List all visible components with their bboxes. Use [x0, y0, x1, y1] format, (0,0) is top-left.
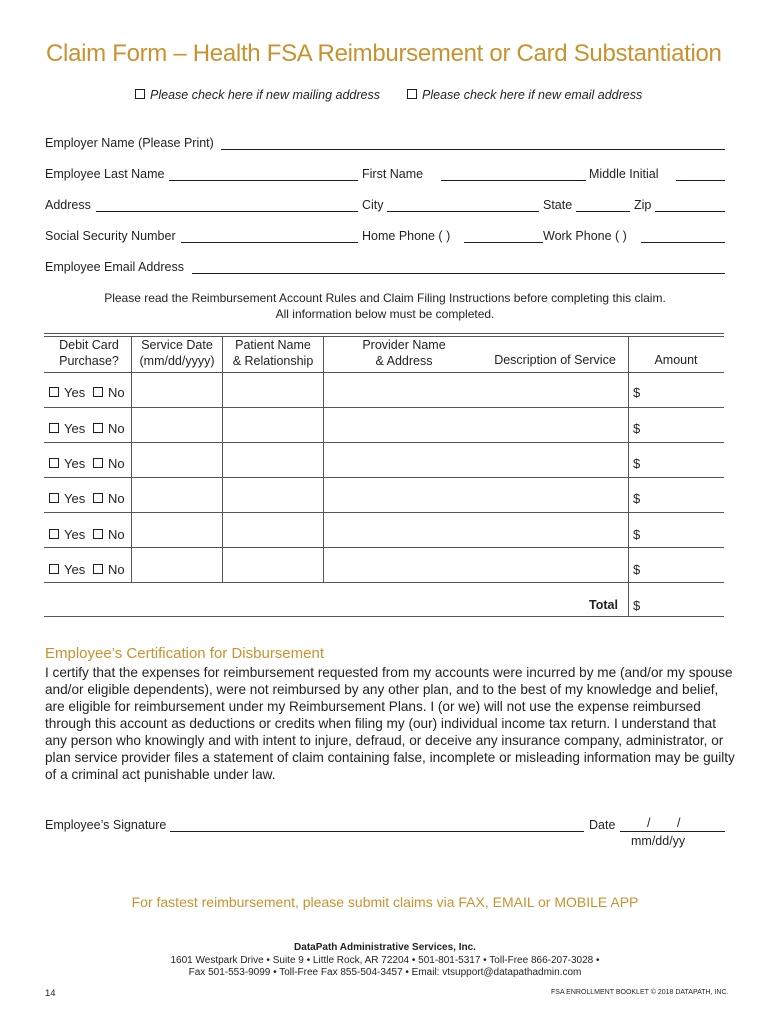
- zip-field[interactable]: [655, 211, 725, 212]
- row-rule-5: [44, 547, 724, 548]
- yes-checkbox[interactable]: [49, 387, 59, 397]
- yes-label: Yes: [64, 456, 86, 471]
- signature-label: Employee’s Signature: [45, 818, 167, 832]
- header-service-date: [131, 338, 223, 369]
- date-field[interactable]: [620, 831, 725, 832]
- no-label: No: [108, 385, 125, 400]
- row-2-no-option[interactable]: [93, 421, 125, 436]
- yes-checkbox[interactable]: [49, 423, 59, 433]
- row-4-amount-dollar: $: [633, 491, 641, 506]
- first-name-label: First Name: [362, 167, 424, 181]
- no-checkbox[interactable]: [93, 387, 103, 397]
- home-phone-field[interactable]: [464, 242, 543, 243]
- instructions-line-1: Please read the Reimbursement Account Rules and Claim Filing Instructions before completing this claim.: [104, 291, 666, 305]
- row-5-amount-dollar: $: [633, 527, 641, 542]
- yes-label: Yes: [64, 421, 86, 436]
- header-debit-card-line1: Debit Card: [59, 338, 119, 352]
- row-rule-4: [44, 512, 724, 513]
- address-field[interactable]: [96, 211, 358, 212]
- state-label: State: [543, 198, 573, 212]
- footer-company: DataPath Administrative Services, Inc.: [294, 942, 476, 953]
- row-rule-2: [44, 442, 724, 443]
- row-3-no-option[interactable]: [93, 456, 125, 471]
- page-number: 14: [45, 988, 56, 999]
- yes-checkbox[interactable]: [49, 564, 59, 574]
- header-debit-card-line2: Purchase?: [59, 353, 119, 368]
- col-divider-4: [628, 336, 629, 616]
- date-format: mm/dd/yy: [631, 834, 686, 848]
- city-field[interactable]: [387, 211, 539, 212]
- no-checkbox[interactable]: [93, 493, 103, 503]
- row-3-amount-dollar: $: [633, 456, 641, 471]
- home-phone-label: Home Phone ( ): [362, 229, 451, 243]
- new-email-checkbox[interactable]: [407, 89, 417, 99]
- total-dollar: $: [633, 598, 641, 613]
- col-divider-2: [222, 336, 223, 582]
- form-title: Claim Form – Health FSA Reimbursement or Card Substantiation: [46, 40, 722, 67]
- yes-checkbox[interactable]: [49, 493, 59, 503]
- row-6-amount-dollar: $: [633, 562, 641, 577]
- yes-label: Yes: [64, 385, 86, 400]
- table-bottom-rule: [44, 616, 724, 617]
- row-rule-1: [44, 407, 724, 408]
- row-2-amount-dollar: $: [633, 421, 641, 436]
- signature-field[interactable]: [170, 831, 584, 832]
- employer-name-field[interactable]: [221, 149, 725, 150]
- table-top-rule: [44, 333, 724, 334]
- yes-checkbox[interactable]: [49, 529, 59, 539]
- header-provider: [333, 338, 475, 369]
- new-email-label: Please check here if new email address: [422, 88, 643, 102]
- no-label: No: [108, 491, 125, 506]
- employee-last-name-label: Employee Last Name: [45, 167, 165, 181]
- table-top-rule-2: [44, 336, 724, 337]
- instructions-line-2: All information below must be completed.: [275, 306, 495, 321]
- middle-initial-field[interactable]: [676, 180, 725, 181]
- header-provider-line1: Provider Name: [362, 338, 446, 352]
- ssn-field[interactable]: [181, 242, 358, 243]
- table-header-rule: [44, 372, 724, 373]
- first-name-field[interactable]: [441, 180, 586, 181]
- row-3-yes-option[interactable]: [49, 456, 85, 471]
- certification-text: I certify that the expenses for reimbursement requested from my accounts were incurred by me (and/or my spouse and/or eligible dependents), were not reimbursed by any other plan, and to the best of my knowledge and belief, are eligible for reimbursement under my Reimbursement Plans. I (or we) will not use the expense reimbursed through this account as deductions or credits when filing my (our) individual income tax return. I understand that any person who knowingly and with intent to injure, defraud, or deceive any insurance company, administrator, or plan service provider files a statement of claim containing false, incomplete or misleading information may be guilty of a criminal act punishable under law.: [45, 665, 735, 782]
- row-4-no-option[interactable]: [93, 491, 125, 506]
- row-rule-3: [44, 477, 724, 478]
- new-mailing-label: Please check here if new mailing address: [150, 88, 380, 102]
- no-label: No: [108, 456, 125, 471]
- no-label: No: [108, 562, 125, 577]
- yes-checkbox[interactable]: [49, 458, 59, 468]
- row-6-no-option[interactable]: [93, 562, 125, 577]
- row-5-yes-option[interactable]: [49, 527, 85, 542]
- header-provider-line2: & Address: [375, 353, 433, 368]
- ssn-label: Social Security Number: [45, 229, 176, 243]
- booklet-footer: FSA ENROLLMENT BOOKLET © 2018 DATAPATH, INC.: [551, 989, 729, 996]
- header-description: Description of Service: [494, 353, 616, 367]
- total-label: Total: [589, 598, 618, 612]
- date-separator-2: /: [677, 816, 681, 830]
- employer-name-label: Employer Name (Please Print): [45, 136, 214, 150]
- row-2-yes-option[interactable]: [49, 421, 85, 436]
- new-email-checkbox-group[interactable]: [407, 88, 642, 102]
- no-label: No: [108, 421, 125, 436]
- header-amount: Amount: [654, 353, 698, 367]
- row-5-no-option[interactable]: [93, 527, 125, 542]
- email-label: Employee Email Address: [45, 260, 184, 274]
- no-label: No: [108, 527, 125, 542]
- email-field[interactable]: [192, 273, 725, 274]
- col-divider-1: [131, 336, 132, 582]
- zip-label: Zip: [634, 198, 652, 212]
- yes-label: Yes: [64, 491, 86, 506]
- state-field[interactable]: [576, 211, 630, 212]
- header-service-date-line2: (mm/dd/yyyy): [139, 353, 215, 368]
- city-label: City: [362, 198, 384, 212]
- header-patient-line1: Patient Name: [235, 338, 311, 352]
- date-label: Date: [589, 818, 616, 832]
- row-6-yes-option[interactable]: [49, 562, 85, 577]
- no-checkbox[interactable]: [93, 458, 103, 468]
- row-1-no-option[interactable]: [93, 385, 125, 400]
- address-label: Address: [45, 198, 91, 212]
- header-debit-card: [46, 338, 132, 369]
- no-checkbox[interactable]: [93, 564, 103, 574]
- row-4-yes-option[interactable]: [49, 491, 85, 506]
- certification-title: Employee’s Certification for Disbursement: [45, 645, 325, 662]
- new-mailing-checkbox-group[interactable]: [135, 88, 380, 102]
- header-patient-line2: & Relationship: [232, 353, 314, 368]
- no-checkbox[interactable]: [93, 423, 103, 433]
- row-1-yes-option[interactable]: [49, 385, 85, 400]
- work-phone-field[interactable]: [641, 242, 725, 243]
- middle-initial-label: Middle Initial: [589, 167, 659, 181]
- header-patient: [222, 338, 324, 369]
- fastest-reimbursement-note: For fastest reimbursement, please submit claims via FAX, EMAIL or MOBILE APP: [131, 894, 639, 910]
- work-phone-label: Work Phone ( ): [543, 229, 627, 243]
- row-rule-6: [44, 582, 724, 583]
- yes-label: Yes: [64, 562, 86, 577]
- footer-address: 1601 Westpark Drive • Suite 9 • Little Rock, AR 72204 • 501-801-5317 • Toll-Free 866-207-3028 •: [170, 955, 600, 966]
- header-service-date-line1: Service Date: [141, 338, 213, 352]
- no-checkbox[interactable]: [93, 529, 103, 539]
- footer-contact: Fax 501-553-9099 • Toll-Free Fax 855-504-3457 • Email: vtsupport@datapathadmin.com: [188, 967, 582, 978]
- employee-last-name-field[interactable]: [169, 180, 358, 181]
- row-1-amount-dollar: $: [633, 385, 641, 400]
- instructions: [44, 291, 726, 322]
- yes-label: Yes: [64, 527, 86, 542]
- col-divider-3: [323, 336, 324, 582]
- date-separator-1: /: [647, 816, 651, 830]
- new-mailing-checkbox[interactable]: [135, 89, 145, 99]
